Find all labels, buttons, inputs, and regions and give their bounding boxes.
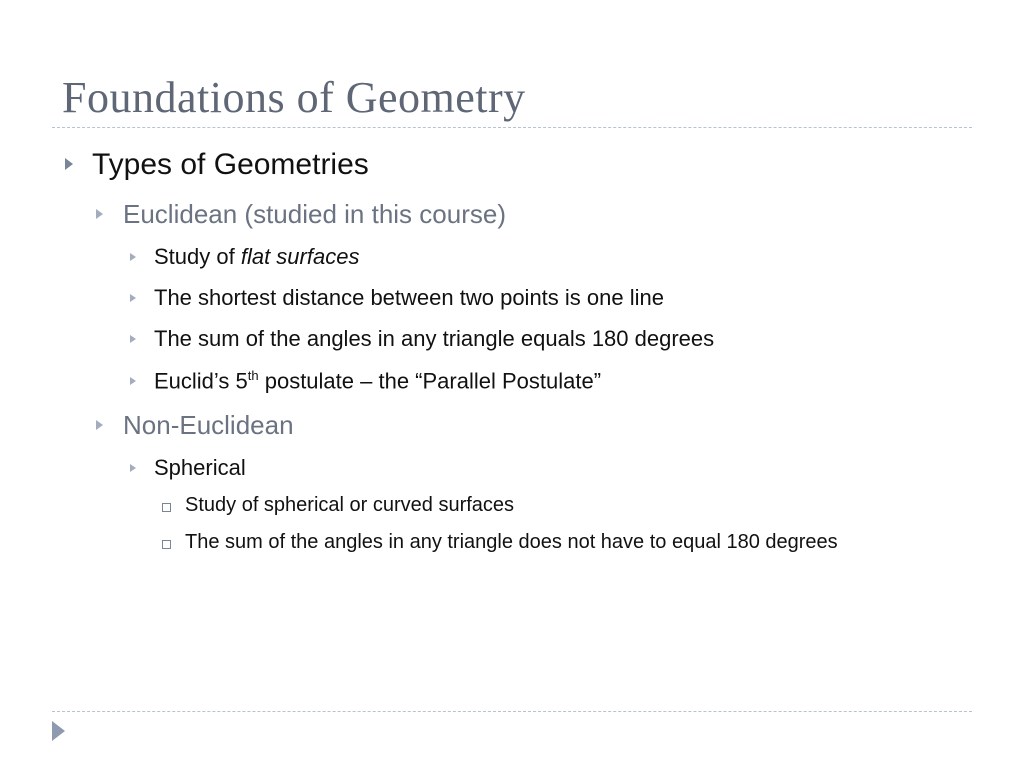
bullet-euclidean	[0, 199, 1024, 233]
bullet-triangle-icon	[130, 253, 136, 261]
square-bullet-icon	[162, 503, 171, 512]
bullet-triangle-icon	[96, 420, 103, 430]
bullet-curved-surfaces	[0, 494, 1024, 520]
flat-surfaces-emphasis: flat surfaces	[240, 244, 360, 269]
bullet-triangle-icon	[65, 158, 73, 170]
postulate-prefix: Euclid’s 5	[154, 368, 248, 394]
bullet-text: Euclidean (studied in this course)	[123, 199, 506, 229]
bullet-text: The shortest distance between two points is one line	[154, 285, 664, 310]
bullet-text: Spherical	[154, 455, 246, 480]
bullet-text: The sum of the angles in any triangle equals 180 degrees	[154, 326, 715, 351]
study-prefix: Study of	[154, 244, 241, 269]
bullet-flat-surfaces	[0, 244, 1024, 272]
postulate-suffix: postulate – the “Parallel Postulate”	[258, 368, 602, 394]
bullet-text: Non-Euclidean	[123, 410, 294, 440]
bullet-triangle-icon	[130, 377, 136, 385]
play-triangle-icon[interactable]	[52, 721, 65, 741]
bullet-text: Study of spherical or curved surfaces	[185, 494, 515, 516]
bullet-text: The sum of the angles in any triangle does not have to equal 180 degrees	[185, 531, 838, 553]
bullet-types-of-geometries	[0, 148, 1024, 188]
square-bullet-icon	[162, 540, 171, 549]
bullet-text	[154, 368, 601, 394]
postulate-superscript: th	[247, 368, 259, 383]
bullet-text: Types of Geometries	[92, 148, 369, 181]
bullet-angle-sum-euclidean	[0, 326, 1024, 354]
bullet-triangle-icon	[130, 335, 136, 343]
footer-divider	[52, 711, 972, 712]
bullet-non-euclidean	[0, 410, 1024, 444]
bullet-triangle-icon	[130, 294, 136, 302]
bullet-angle-sum-spherical	[0, 531, 1024, 557]
title-divider	[52, 127, 972, 128]
bullet-fifth-postulate	[0, 368, 1024, 396]
bullet-text	[154, 244, 359, 270]
bullet-triangle-icon	[130, 464, 136, 472]
slide-title: Foundations of Geometry	[62, 73, 526, 122]
bullet-spherical	[0, 455, 1024, 483]
bullet-shortest-distance	[0, 285, 1024, 313]
bullet-triangle-icon	[96, 209, 103, 219]
